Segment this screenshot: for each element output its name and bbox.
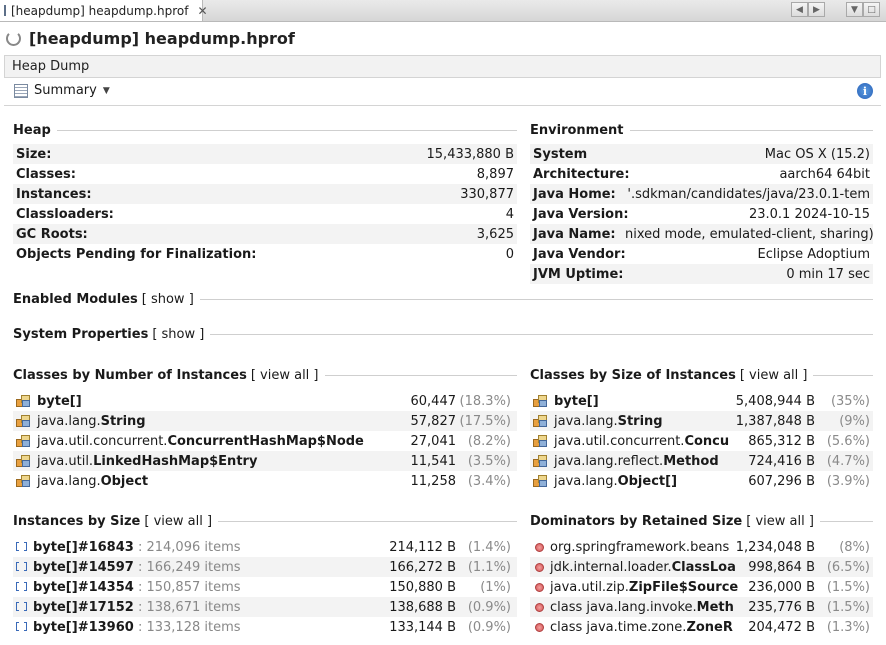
byNumber-row[interactable] (13, 471, 517, 491)
tab-window-buttons (846, 2, 880, 17)
package-name: java.util. (37, 453, 94, 469)
instBySize-row-percent: (1.4%) (467, 539, 511, 555)
byNumber-row[interactable] (13, 411, 517, 431)
byNumber-row[interactable] (13, 431, 517, 451)
byNumber-row-value: 60,447 (410, 393, 456, 409)
heap-row (13, 144, 517, 164)
heap-section-header (13, 121, 517, 139)
document-header (0, 24, 886, 52)
package-name: java.util.zip. (550, 579, 629, 595)
class-name: Meth (696, 599, 734, 615)
env-row (530, 224, 873, 244)
bySize-row-percent: (5.6%) (826, 433, 870, 449)
instance-dot-icon (535, 623, 544, 632)
heap-row (13, 204, 517, 224)
instance-dot-icon (535, 583, 544, 592)
package-name: java.util.concurrent. (554, 433, 685, 449)
env-row-value: aarch64 64bit (779, 166, 870, 182)
instance-items: : 150,857 items (133, 579, 241, 595)
heap-row-value: 3,625 (476, 226, 514, 242)
instBySize-row[interactable] (13, 617, 517, 637)
dominators-row[interactable] (530, 577, 873, 597)
loading-spinner-icon (6, 31, 21, 46)
dominators-row-percent: (1.3%) (826, 619, 870, 635)
package-name: org.springframework.beans (550, 539, 730, 555)
instance-items: : 138,671 items (133, 599, 241, 615)
dominators-row-value: 204,472 B (748, 619, 815, 635)
tab-scroll-buttons (791, 2, 825, 17)
class-name: Object (100, 473, 149, 489)
byNumber-row-name[interactable] (37, 454, 257, 469)
dominators-row-name[interactable] (550, 539, 730, 555)
array-instance-icon (16, 601, 27, 613)
system-properties-show-link[interactable]: [ show ] (152, 326, 205, 342)
class-icon (533, 474, 548, 488)
heap-row-value: 4 (505, 206, 514, 222)
classes-by-size-title: Classes by Size of Instances (530, 367, 736, 383)
scroll-left-icon[interactable]: ◀ (791, 2, 808, 17)
maximize-icon[interactable]: □ (863, 2, 880, 17)
env-row-value: 0 min 17 sec (786, 266, 870, 282)
dominators-section-header (530, 512, 873, 530)
class-name: Object[] (617, 473, 678, 489)
instBySize-row-name[interactable] (33, 580, 241, 595)
class-icon (16, 434, 31, 448)
divider (813, 375, 873, 376)
heap-row-value: 330,877 (460, 186, 514, 202)
instance-name: byte[]#16843 (33, 539, 134, 555)
byNumber-row-percent: (17.5%) (459, 413, 511, 429)
tab-heap-dump[interactable]: Heap Dump (12, 59, 90, 74)
classes-by-size-view-all-link[interactable]: [ view all ] (739, 367, 808, 383)
instBySize-row-name[interactable] (33, 540, 241, 555)
env-row (530, 184, 873, 204)
env-row-label: System (533, 146, 588, 162)
heap-row-label: Objects Pending for Finalization: (16, 246, 257, 262)
bySize-row-value: 724,416 B (748, 453, 815, 469)
heap-section-title: Heap (13, 122, 51, 138)
env-row-label: JVM Uptime: (533, 266, 624, 282)
dominators-row-name[interactable] (550, 579, 739, 595)
instances-by-size-view-all-link[interactable]: [ view all ] (144, 513, 213, 529)
summary-view-icon (14, 84, 28, 98)
dominators-row-name[interactable] (550, 559, 736, 575)
env-row (530, 204, 873, 224)
env-row-label: Java Home: (533, 186, 616, 202)
byNumber-row-name[interactable] (37, 474, 148, 489)
env-row-value: nixed mode, emulated-client, sharing) (625, 226, 874, 242)
heap-row-label: Classloaders: (16, 206, 114, 222)
bySize-row-name[interactable] (554, 454, 719, 469)
env-row (530, 144, 873, 164)
view-tabs (4, 55, 881, 78)
env-row-label: Architecture: (533, 166, 630, 182)
dominators-row-value: 998,864 B (748, 559, 815, 575)
divider (200, 299, 873, 300)
instBySize-row[interactable] (13, 557, 517, 577)
bySize-row-value: 5,408,944 B (735, 393, 815, 409)
scroll-right-icon[interactable]: ▶ (808, 2, 825, 17)
byNumber-row-value: 11,541 (410, 453, 456, 469)
byNumber-row-value: 57,827 (410, 413, 456, 429)
instBySize-row-name[interactable] (33, 560, 241, 575)
env-row-label: Java Version: (533, 206, 629, 222)
byNumber-row-percent: (3.5%) (467, 453, 511, 469)
instBySize-row-percent: (1%) (480, 579, 511, 595)
editor-tab-bar (0, 0, 886, 22)
divider (820, 521, 873, 522)
array-instance-icon (16, 581, 27, 593)
tab-heapdump[interactable] (0, 0, 208, 21)
chevron-down-icon: ▼ (102, 85, 110, 96)
instBySize-row-value: 133,144 B (389, 619, 456, 635)
byNumber-row[interactable] (13, 391, 517, 411)
env-row-label: Java Name: (533, 226, 616, 242)
classes-by-size-section-header (530, 366, 873, 384)
dominators-row-value: 1,234,048 B (735, 539, 815, 555)
array-instance-icon (16, 541, 27, 553)
bySize-row-name[interactable] (554, 433, 730, 449)
enabled-modules-show-link[interactable]: [ show ] (141, 291, 194, 307)
divider (325, 375, 518, 376)
dominators-view-all-link[interactable]: [ view all ] (746, 513, 814, 529)
package-name: class java.time.zone. (550, 619, 687, 635)
dominators-title: Dominators by Retained Size (530, 513, 743, 529)
heap-row-label: Size: (16, 146, 52, 162)
page-title: [heapdump] heapdump.hprof (29, 28, 295, 48)
divider (57, 130, 517, 131)
class-icon (533, 454, 548, 468)
package-name: java.lang.reflect. (554, 453, 664, 469)
environment-section-header (530, 121, 873, 139)
dominators-row[interactable] (530, 537, 873, 557)
bySize-row-name[interactable] (554, 414, 663, 429)
instBySize-row-percent: (1.1%) (467, 559, 511, 575)
instBySize-row-percent: (0.9%) (467, 619, 511, 635)
class-icon (533, 414, 548, 428)
env-row-label: Java Vendor: (533, 246, 626, 262)
divider (210, 334, 873, 335)
bySize-row-value: 607,296 B (748, 473, 815, 489)
class-name: Method (663, 453, 719, 469)
instBySize-row-value: 214,112 B (389, 539, 456, 555)
class-name: byte[] (37, 393, 82, 409)
bySize-row-percent: (4.7%) (826, 453, 870, 469)
class-icon (16, 414, 31, 428)
env-row (530, 244, 873, 264)
classes-by-number-view-all-link[interactable]: [ view all ] (250, 367, 319, 383)
view-selector[interactable] (14, 83, 110, 98)
divider (218, 521, 517, 522)
bySize-row[interactable] (530, 391, 873, 411)
dominators-row-value: 235,776 B (748, 599, 815, 615)
package-name: class java.lang.invoke. (550, 599, 697, 615)
instance-dot-icon (535, 603, 544, 612)
package-name: java.lang. (37, 413, 101, 429)
class-icon (16, 394, 31, 408)
heap-row-value: 8,897 (476, 166, 514, 182)
bySize-row-percent: (9%) (839, 413, 870, 429)
tab-title: [heapdump] heapdump.hprof (11, 3, 189, 18)
instance-items: : 166,249 items (133, 559, 241, 575)
bySize-row-percent: (3.9%) (826, 473, 870, 489)
env-row (530, 164, 873, 184)
close-icon[interactable]: ✕ (197, 3, 208, 18)
env-row-value: Mac OS X (15.2) (764, 146, 870, 162)
instBySize-row[interactable] (13, 597, 517, 617)
instance-dot-icon (535, 563, 544, 572)
instBySize-row-value: 166,272 B (389, 559, 456, 575)
byNumber-row-value: 11,258 (410, 473, 456, 489)
heap-row-label: Classes: (16, 166, 76, 182)
dominators-row-percent: (8%) (839, 539, 870, 555)
system-properties-section-header (13, 325, 873, 343)
class-icon (533, 394, 548, 408)
bySize-row-percent: (35%) (830, 393, 870, 409)
instance-name: byte[]#14354 (33, 579, 134, 595)
system-properties-title: System Properties (13, 326, 149, 342)
instance-name: byte[]#14597 (33, 559, 134, 575)
heap-row (13, 164, 517, 184)
dominators-row-name[interactable] (550, 619, 733, 635)
tab-list-icon[interactable]: ▼ (846, 2, 863, 17)
class-name: LinkedHashMap$Entry (93, 453, 258, 469)
heap-row-value: 0 (505, 246, 514, 262)
bySize-row-name[interactable] (554, 394, 599, 409)
byNumber-row-percent: (18.3%) (459, 393, 511, 409)
bySize-row[interactable] (530, 431, 873, 451)
heap-row-label: Instances: (16, 186, 92, 202)
bySize-row[interactable] (530, 451, 873, 471)
byNumber-row-percent: (8.2%) (467, 433, 511, 449)
instBySize-row-name[interactable] (33, 620, 241, 635)
bySize-row[interactable] (530, 411, 873, 431)
array-instance-icon (16, 621, 27, 633)
class-name: String (617, 413, 663, 429)
class-name: byte[] (554, 393, 599, 409)
instBySize-row-name[interactable] (33, 600, 241, 615)
dominators-row-value: 236,000 B (748, 579, 815, 595)
byNumber-row-name[interactable] (37, 414, 146, 429)
byNumber-row-name[interactable] (37, 394, 82, 409)
package-name: jdk.internal.loader. (550, 559, 672, 575)
dominators-row[interactable] (530, 597, 873, 617)
instance-dot-icon (535, 543, 544, 552)
bySize-row[interactable] (530, 471, 873, 491)
instances-by-size-section-header (13, 512, 517, 530)
instBySize-row[interactable] (13, 537, 517, 557)
class-icon (16, 474, 31, 488)
class-name: ZipFile$Source (628, 579, 739, 595)
env-row (530, 264, 873, 284)
heap-row (13, 244, 517, 264)
instance-name: byte[]#13960 (33, 619, 134, 635)
dominators-row-percent: (1.5%) (826, 579, 870, 595)
env-row-value: 23.0.1 2024-10-15 (748, 206, 870, 222)
class-name: String (100, 413, 146, 429)
dominators-row-name[interactable] (550, 599, 734, 615)
bySize-row-name[interactable] (554, 474, 677, 489)
instBySize-row-percent: (0.9%) (467, 599, 511, 615)
instance-items: : 214,096 items (133, 539, 241, 555)
bySize-row-value: 865,312 B (748, 433, 815, 449)
instance-name: byte[]#17152 (33, 599, 134, 615)
env-row-value: '.sdkman/candidates/java/23.0.1-tem (627, 186, 870, 202)
env-row-value: Eclipse Adoptium (757, 246, 870, 262)
dominators-row[interactable] (530, 617, 873, 637)
environment-section-title: Environment (530, 122, 624, 138)
class-name: ClassLoa (671, 559, 736, 575)
info-icon[interactable]: i (857, 83, 873, 99)
enabled-modules-title: Enabled Modules (13, 291, 138, 307)
bySize-row-value: 1,387,848 B (735, 413, 815, 429)
instances-by-size-title: Instances by Size (13, 513, 141, 529)
dominators-row[interactable] (530, 557, 873, 577)
heap-row-label: GC Roots: (16, 226, 88, 242)
byNumber-row[interactable] (13, 451, 517, 471)
heap-row (13, 224, 517, 244)
class-icon (16, 454, 31, 468)
byNumber-row-percent: (3.4%) (467, 473, 511, 489)
instBySize-row-value: 138,688 B (389, 599, 456, 615)
classes-by-number-title: Classes by Number of Instances (13, 367, 247, 383)
classes-by-number-section-header (13, 366, 517, 384)
view-toolbar (4, 79, 881, 106)
package-name: java.lang. (554, 413, 618, 429)
heap-row (13, 184, 517, 204)
byNumber-row-value: 27,041 (410, 433, 456, 449)
class-icon (533, 434, 548, 448)
array-instance-icon (16, 561, 27, 573)
divider (630, 130, 874, 131)
instBySize-row[interactable] (13, 577, 517, 597)
class-name: Concu (684, 433, 730, 449)
package-name: java.util.concurrent. (37, 433, 168, 449)
byNumber-row-name[interactable] (37, 434, 364, 449)
enabled-modules-section-header (13, 290, 873, 308)
package-name: java.lang. (554, 473, 618, 489)
heap-row-value: 15,433,880 B (426, 146, 514, 162)
dominators-row-percent: (1.5%) (826, 599, 870, 615)
heapdump-icon (4, 5, 6, 16)
instBySize-row-value: 150,880 B (389, 579, 456, 595)
class-name: ConcurrentHashMap$Node (167, 433, 364, 449)
dominators-row-percent: (6.5%) (826, 559, 870, 575)
instance-items: : 133,128 items (133, 619, 241, 635)
view-selector-label: Summary (34, 83, 97, 98)
class-name: ZoneR (686, 619, 733, 635)
package-name: java.lang. (37, 473, 101, 489)
